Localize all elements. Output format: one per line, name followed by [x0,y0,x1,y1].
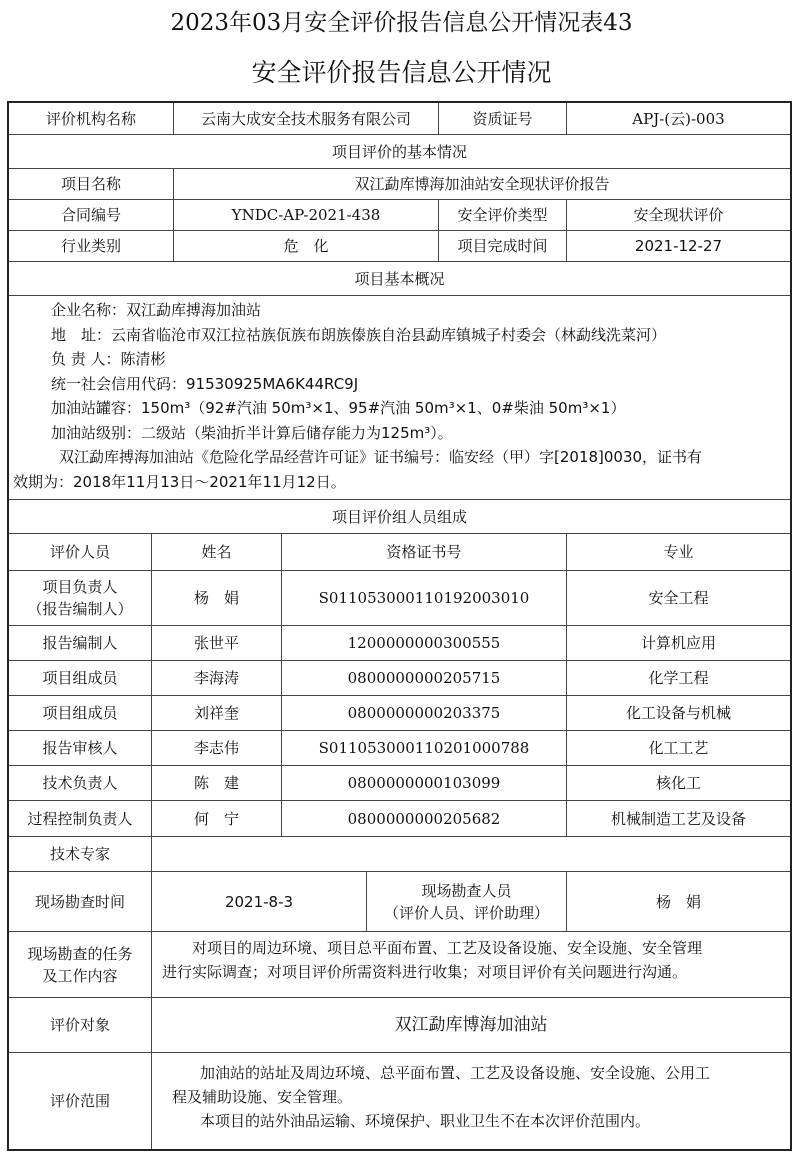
overview-station-level: 加油站级别：二级站（柴油折半计算后储存能力为125m³）。 [51,423,453,442]
survey-people-label-line2: （评价人员、评价助理） [383,903,549,922]
expert-label: 技术专家 [9,837,152,872]
section-basic-header: 项目评价的基本情况 [9,135,790,169]
member-major: 安全工程 [567,571,790,626]
org-value: 云南大成安全技术服务有限公司 [174,103,439,135]
finish-label: 项目完成时间 [439,231,567,262]
industry-label: 行业类别 [9,231,174,262]
overview-license: 双江勐库搏海加油站《危险化学品经营许可证》证书编号：临安经（甲）字[2018]0030，证书有 [59,448,703,466]
survey-task-label-line1: 现场勘查的任务 [27,944,133,963]
member-cert: 0800000000205682 [282,801,567,837]
member-role: 项目组成员 [9,696,152,731]
member-major: 计算机应用 [567,626,790,661]
member-major: 化学工程 [567,661,790,696]
survey-task-content [152,932,790,998]
member-name: 李海涛 [152,661,282,696]
member-major: 核化工 [567,766,790,801]
survey-people-label [367,872,567,932]
member-cert: 0800000000205715 [282,661,567,696]
overview-tank-capacity: 加油站罐容：150m³（92#汽油 50m³×1、95#汽油 50m³×1、0#柴油 50m³×1） [51,399,626,417]
member-cert: 0800000000103099 [282,766,567,801]
cert-label: 资质证号 [439,103,567,135]
eval-type-label: 安全评价类型 [439,200,567,231]
member-cert: S011053000110192003010 [282,571,567,626]
member-role: 项目组成员 [9,661,152,696]
contract-value: YNDC-AP-2021-438 [174,200,439,231]
eval-scope-label: 评价范围 [9,1053,152,1149]
member-name: 杨 娟 [152,571,282,626]
member-cert: S011053000110201000788 [282,731,567,766]
col-header-name: 姓名 [152,534,282,571]
overview-credit-code: 统一社会信用代码：91530925MA6K44RC9J [51,374,359,393]
finish-value: 2021-12-27 [567,231,790,262]
overview-text [9,296,790,500]
col-header-cert: 资格证书号 [282,534,567,571]
survey-time-value: 2021-8-3 [152,872,367,932]
org-label: 评价机构名称 [9,103,174,135]
section-team-header: 项目评价组人员组成 [9,500,790,534]
survey-task-label-line2: 及工作内容 [42,966,118,985]
member-cert: 0800000000203375 [282,696,567,731]
expert-value [152,837,790,872]
member-name: 何 宁 [152,801,282,837]
col-header-major: 专业 [567,534,790,571]
member-major: 化工工艺 [567,731,790,766]
survey-people-label-line1: 现场勘查人员 [421,881,512,900]
member-role: 项目负责人 （报告编制人） [9,571,152,626]
cert-value: APJ-(云)-003 [567,103,790,135]
survey-task-line1: 对项目的周边环境、项目总平面布置、工艺及设备设施、安全设施、安全管理 [192,939,703,957]
member-major: 化工设备与机械 [567,696,790,731]
eval-scope-line1: 加油站的站址及周边环境、总平面布置、工艺及设备设施、安全设施、公用工 [200,1064,711,1082]
member-role: 技术负责人 [9,766,152,801]
survey-time-label: 现场勘查时间 [9,872,152,932]
table-title: 安全评价报告信息公开情况 [251,58,552,87]
eval-scope-content [152,1053,790,1149]
eval-object-label: 评价对象 [9,998,152,1053]
survey-task-line2: 进行实际调查；对项目评价所需资料进行收集；对项目评价有关问题进行沟通。 [162,963,688,981]
eval-scope-line3: 本项目的站外油品运输、环境保护、职业卫生不在本次评价范围内。 [200,1112,651,1130]
survey-people-value: 杨 娟 [567,872,790,932]
eval-object-value: 双江勐库博海加油站 [152,998,790,1053]
overview-owner: 负 责 人：陈清彬 [51,350,166,368]
info-table [7,101,792,1151]
page-title: 2023年03月安全评价报告信息公开情况表43 [170,10,633,36]
contract-label: 合同编号 [9,200,174,231]
section-overview-header: 项目基本概况 [9,262,790,296]
project-name-label: 项目名称 [9,169,174,200]
survey-task-label [9,932,152,998]
overview-license-validity: 效期为：2018年11月13日～2021年11月12日。 [13,472,346,491]
member-role: 报告审核人 [9,731,152,766]
project-name-value: 双江勐库博海加油站安全现状评价报告 [174,169,790,200]
eval-type-value: 安全现状评价 [567,200,790,231]
member-name: 李志伟 [152,731,282,766]
member-role: 过程控制负责人 [9,801,152,837]
eval-scope-line2: 程及辅助设施、安全管理。 [172,1088,353,1106]
member-cert: 1200000000300555 [282,626,567,661]
member-major: 机械制造工艺及设备 [567,801,790,837]
overview-address: 地 址：云南省临沧市双江拉祜族佤族布朗族傣族自治县勐库镇城子村委会（林勐线洗菜河） [51,325,667,344]
col-header-role: 评价人员 [9,534,152,571]
industry-value: 危 化 [174,231,439,262]
member-role: 报告编制人 [9,626,152,661]
member-name: 刘祥奎 [152,696,282,731]
member-name: 陈 建 [152,766,282,801]
overview-company: 企业名称：双江勐库搏海加油站 [51,301,262,319]
member-name: 张世平 [152,626,282,661]
